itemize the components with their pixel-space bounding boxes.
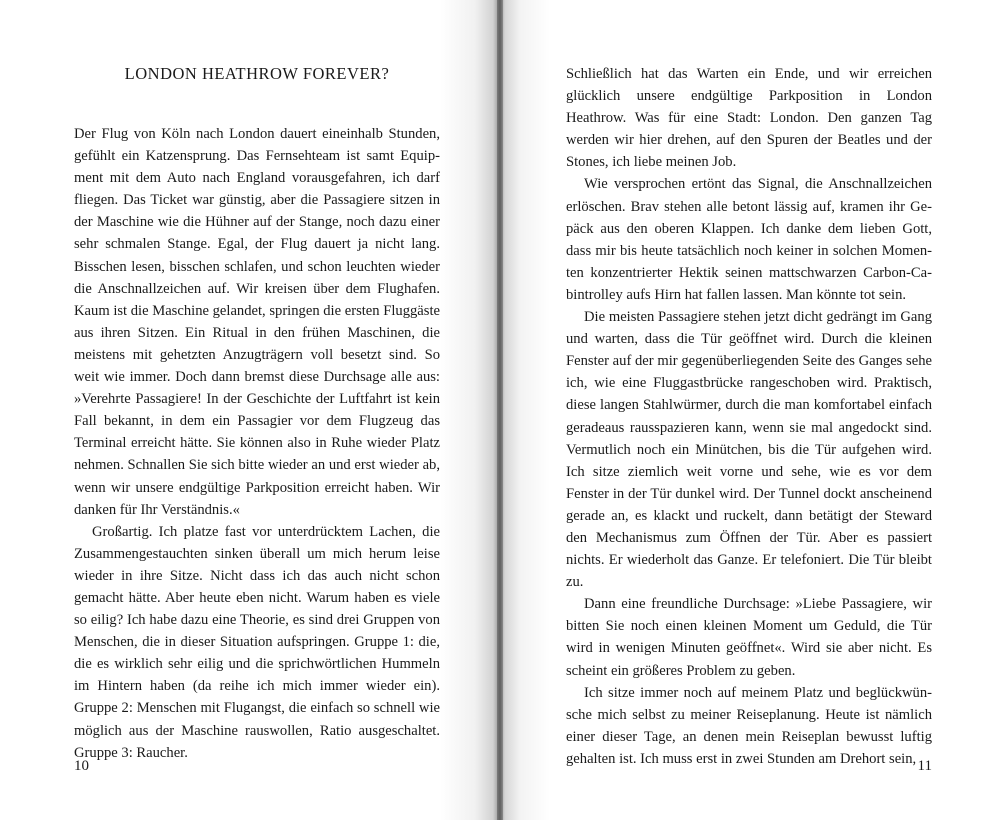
paragraph: Die meisten Passagiere stehen jetzt dicht gedrängt im Gang und warten, dass die Tür geöffnet wird. Durch die kleinen Fenster auf der mir gegenüberliegenden Seite des Ganges sehe ich, wie eine Fluggastbrücke rangeschoben wird. Praktisch, diese langen Stahlwürmer, durch die man komfortabel einfach geradeaus rausspazieren kann, wenn sie mal angedockt sind. Vermutlich noch ein Minütchen, bis die Tür aufgehen wird. Ich sitze ziemlich weit vorne und sehe, wie es vor dem Fenster in der Tür dunkel wird. Der Tunnel dockt anscheinend gerade an, es klackt und ruckelt, dann betätigt der Steward den Mechanismus zum Öffnen der Tür. Aber es passiert nichts. Er wiederholt das Ganze. Er telefoniert. Die Tür bleibt zu. [566,309,932,591]
left-page-text [74,123,440,764]
right-page-text [566,63,932,770]
paragraph: Der Flug von Köln nach London dauert eineinhalb Stunden, gefühlt ein Katzensprung. Das Fernsehteam ist samt Equipment mit dem Auto nach England vorausgefahren, ich darf fliegen. Das Ticket war günstig, aber die Passagiere sitzen in der Maschine wie die Hühner auf der Stange, noch dazu einer sehr schmalen Stange. Egal, der Flug dauert ja nicht lang. Bisschen lesen, bisschen schlafen, und schon leuchten wieder die Anschnallzeichen auf. Wir kreisen über dem Flughafen. Kaum ist die Maschine gelandet, springen die ersten Fluggäste aus ihren Sitzen. Ein Ritual in den frühen Maschinen, die meistens mit gehetzten Anzugträgern voll besetzt sind. So weit wie immer. Doch dann bremst diese Durchsage alle aus: »Verehrte Passagiere! In der Geschichte der Luftfahrt ist kein Fall bekannt, in dem ein Passagier vor dem Flugzeug das Terminal erreicht hätte. Sie können also in Ruhe wieder Platz nehmen. Schnallen Sie sich bitte wieder an und erst wieder ab, wenn wir unsere endgültige Parkposition erreicht haben. Wir danken für Ihr Verständnis.« [74,126,440,518]
paragraph: Großartig. Ich platze fast vor unterdrücktem Lachen, die Zusammengestauchten sinken überall um mich herum leise wieder in ihre Sitze. Nicht dass ich das auch nicht schon gemacht hätte. Aber heute eben nicht. Warum haben es viele so eilig? Ich habe dazu eine Theorie, es sind drei Gruppen von Menschen, die in dieser Situation aufspringen. Gruppe 1: die, die es wirklich sehr eilig und die sprichwörtlichen Hummeln im Hintern haben (da reihe ich mich immer wieder ein). Gruppe 2: Menschen mit Flugangst, die einfach so schnell wie möglich aus der Maschine rauswollen, Ratio ausgeschaltet. Gruppe 3: Raucher. [74,523,440,761]
page-number-right: 11 [917,758,932,774]
chapter-title: LONDON HEATHROW FOREVER? [124,64,390,83]
paragraph: Ich sitze immer noch auf meinem Platz und beglückwünsche mich selbst zu meiner Reiseplanung. Heute ist nämlich einer dieser Tage, an denen mein Reiseplan bewusst luftig gehalten ist. Ich muss erst in zwei Stunden am Drehort sein, [566,684,932,767]
paragraph: Schließlich hat das Warten ein Ende, und wir erreichen glücklich unsere endgültige Parkposition in London Heathrow. Was für eine Stadt: London. Den ganzen Tag werden wir hier drehen, auf den Spuren der Beatles und der Stones, ich liebe meinen Job. [566,66,932,171]
paragraph: Dann eine freundliche Durchsage: »Liebe Passagiere, wir bitten Sie noch einen kleinen Moment um Geduld, die Tür wird in wenigen Minuten geöffnet«. Wird sie aber nicht. Es scheint ein größeres Problem zu geben. [566,596,932,679]
paragraph: Wie versprochen ertönt das Signal, die Anschnallzeichen erlöschen. Brav stehen alle betont lässig auf, kramen ihr Gepäck aus den oberen Klappen. Ich danke dem lieben Gott, dass mir bis heute tatsächlich noch keiner in solchen Momenten konzentrierter Hektik seinen mattschwarzen Carbon-Cabintrolley aufs Hirn hat fallen lassen. Man könnte tot sein. [566,176,932,303]
page-number-left: 10 [74,758,89,774]
right-page [500,0,1000,820]
